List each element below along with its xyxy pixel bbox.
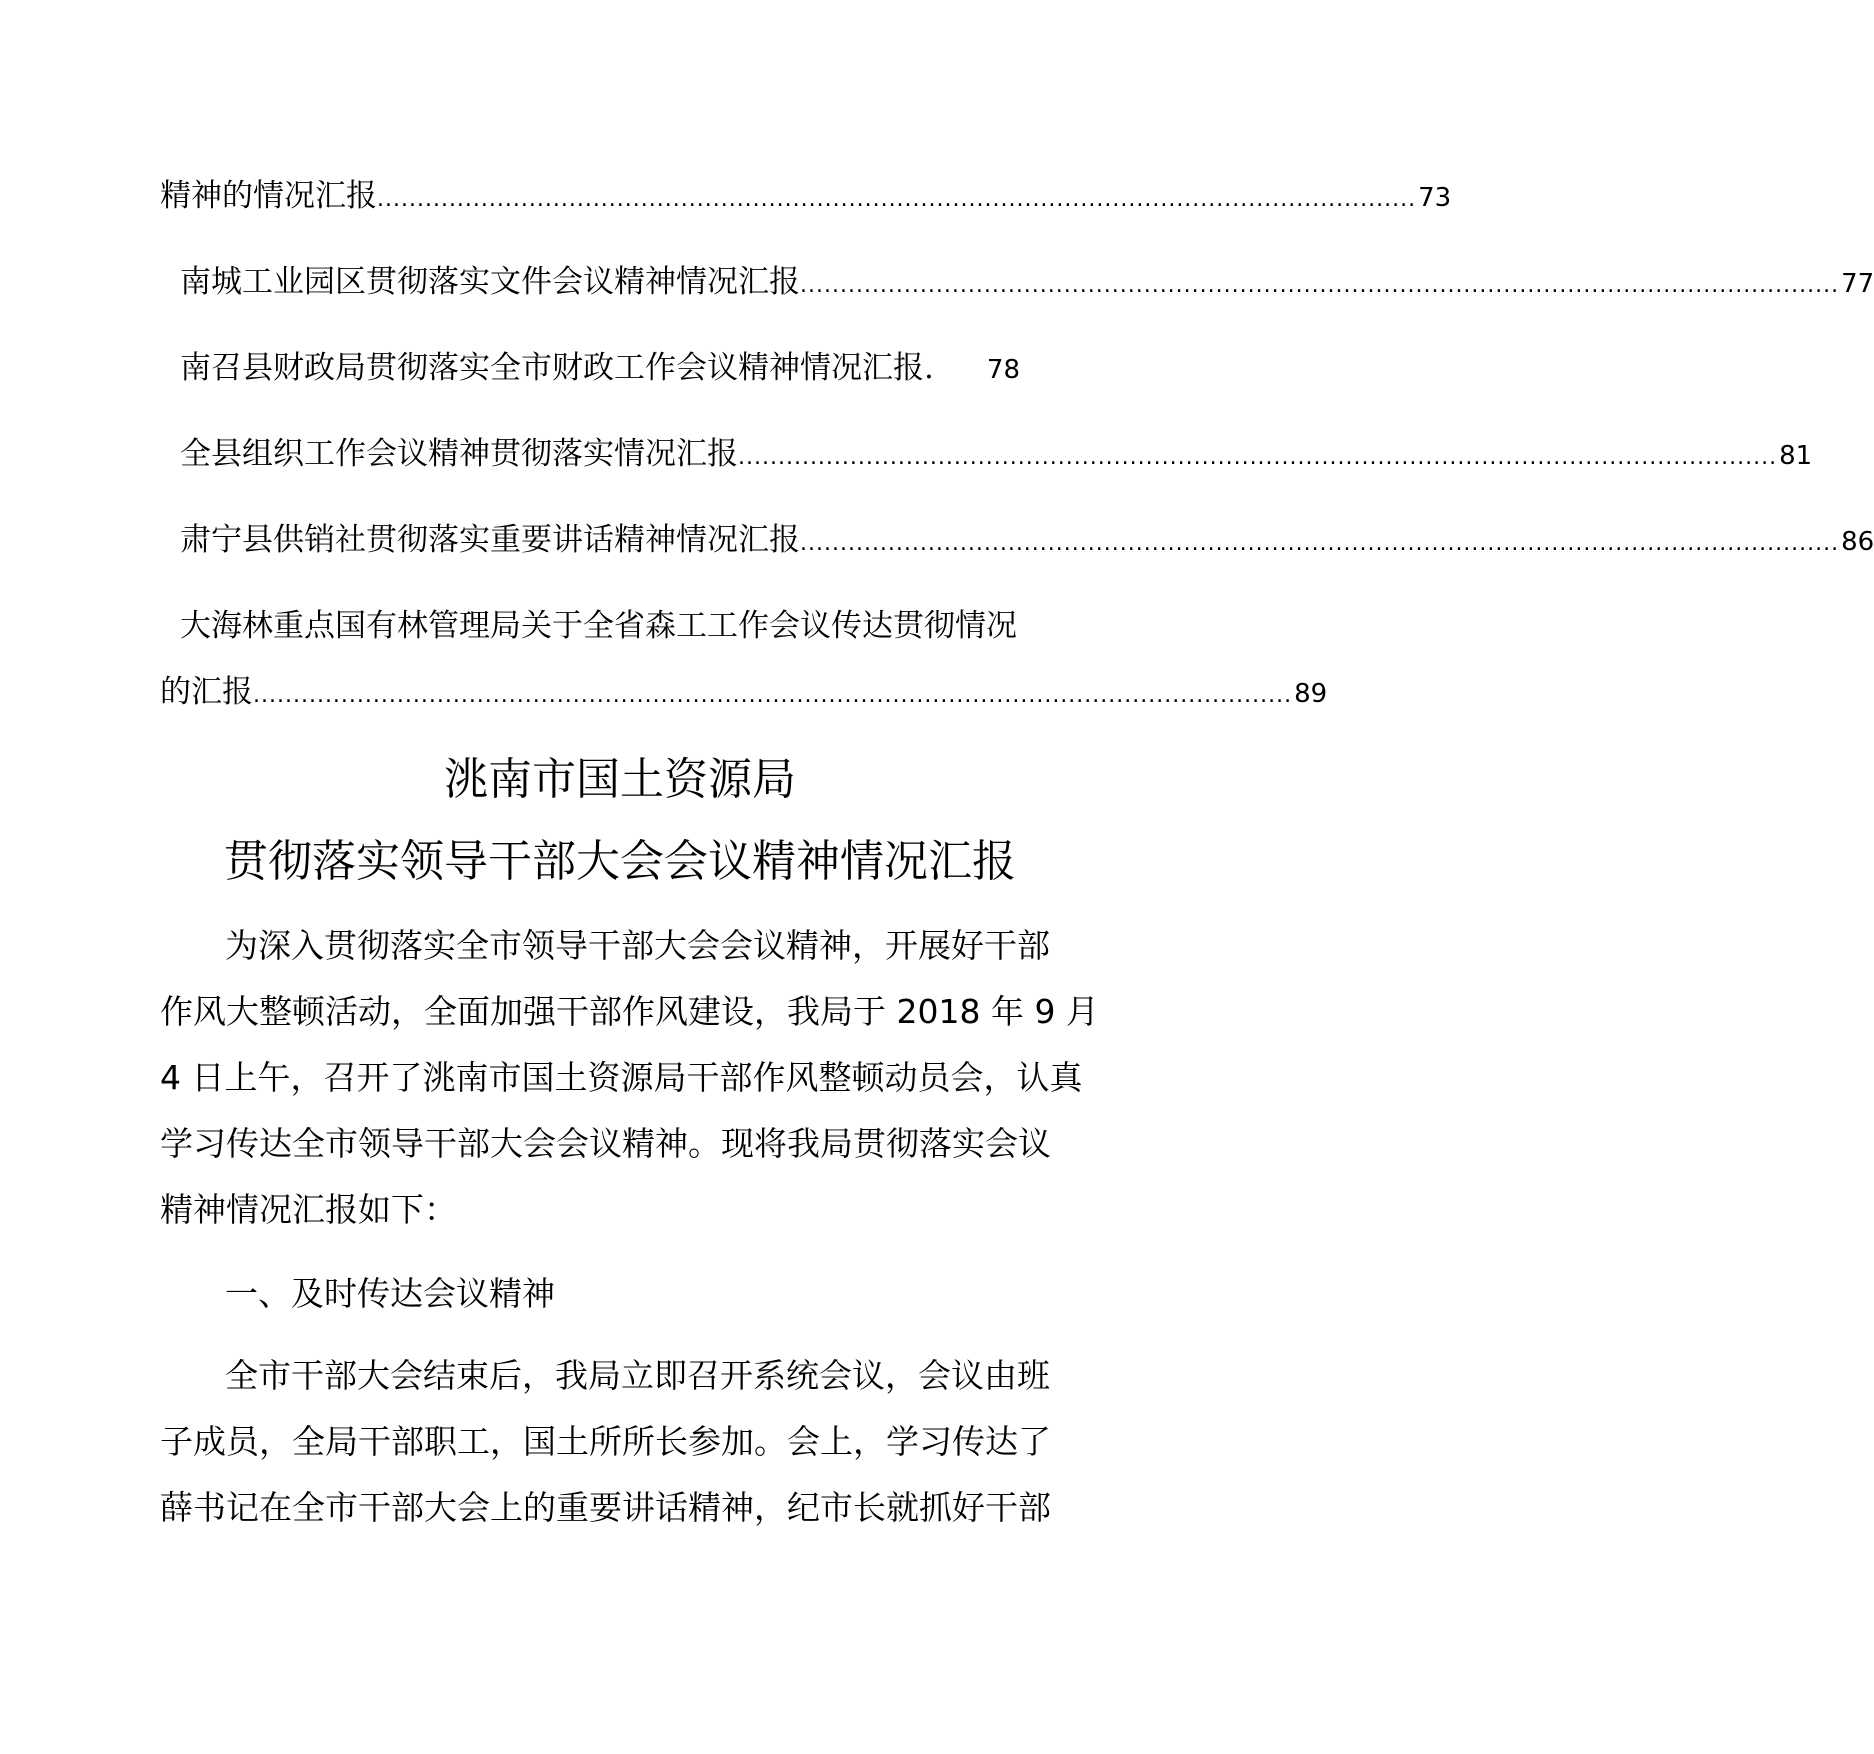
body-paragraph-line: 4 日上午，召开了洮南市国土资源局干部作风整顿动员会，认真 [160,1058,1083,1097]
body-paragraph-line: 作风大整顿活动，全面加强干部作风建设，我局于 2018 年 9 月 [160,992,1099,1031]
toc-entry-title: 精神的情况汇报 [160,178,377,214]
document-title-line2: 贯彻落实领导干部大会会议精神情况汇报 [224,836,1016,887]
body-paragraph-line: 精神情况汇报如下： [160,1190,457,1229]
toc-entry[interactable] [180,348,1020,388]
toc-page-number: 73 [1418,183,1452,213]
toc-leader-dots: .................................................................................................................................. [377,187,1417,212]
toc-entry-title: 南召县财政局贯彻落实全市财政工作会议精神情况汇报. [180,350,934,386]
body-paragraph-line: 薛书记在全市干部大会上的重要讲话精神，纪市长就抓好干部 [160,1488,1051,1527]
toc-entry-title: 肃宁县供销社贯彻落实重要讲话精神情况汇报 [180,522,800,558]
toc-entry[interactable] [160,176,1452,216]
body-paragraph-line: 子成员，全局干部职工，国土所所长参加。会上，学习传达了 [160,1422,1051,1461]
toc-entry[interactable] [180,262,1874,302]
toc-leader-dots: .................................................................................................................................. [800,273,1840,298]
toc-leader-dots: .................................................................................................................................. [738,445,1778,470]
document-title-line1: 洮南市国土资源局 [444,754,796,805]
toc-leader-dots: .................................................................................................................................. [800,531,1840,556]
toc-entry[interactable] [180,434,1813,474]
toc-entry[interactable] [180,520,1874,560]
body-paragraph-line: 为深入贯彻落实全市领导干部大会会议精神，开展好干部 [225,926,1050,965]
section-heading: 一、及时传达会议精神 [225,1274,555,1313]
toc-page-number: 78 [986,355,1020,385]
toc-page-number: 81 [1779,441,1813,471]
toc-entry-title: 南城工业园区贯彻落实文件会议精神情况汇报 [180,264,800,300]
toc-page-number: 86 [1841,527,1874,557]
toc-entry[interactable] [160,672,1328,712]
body-paragraph-line: 全市干部大会结束后，我局立即召开系统会议，会议由班 [225,1356,1050,1395]
body-paragraph-line: 学习传达全市领导干部大会会议精神。现将我局贯彻落实会议 [160,1124,1051,1163]
toc-entry-title-wrapped: 大海林重点国有林管理局关于全省森工工作会议传达贯彻情况 [180,608,1017,644]
toc-entry-title: 全县组织工作会议精神贯彻落实情况汇报 [180,436,738,472]
toc-page-number: 89 [1294,679,1328,709]
toc-page-number: 77 [1841,269,1874,299]
toc-entry-title: 的汇报 [160,674,253,710]
toc-leader-dots: .................................................................................................................................. [253,683,1293,708]
